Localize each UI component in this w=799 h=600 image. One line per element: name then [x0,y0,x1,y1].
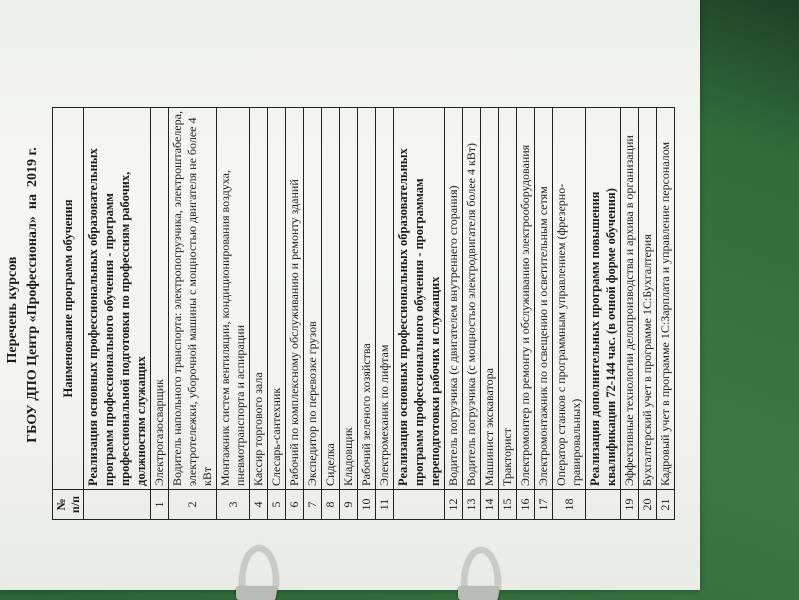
row-number: 20 [639,490,657,520]
row-number: 2 [169,490,217,520]
table-row [250,108,268,520]
course-name: Сиделка [322,108,340,490]
row-number: 10 [358,490,376,520]
header-number-line2: п/п [68,495,82,514]
row-number: 14 [481,490,499,520]
row-number: 9 [340,490,358,520]
section-heading-row [84,108,151,520]
courses-table [52,107,675,520]
table-row [517,108,535,520]
row-number [394,490,445,520]
row-number: 21 [657,490,675,520]
row-number: 7 [304,490,322,520]
row-number: 17 [535,490,553,520]
course-name: Водитель погрузчика (с двигателем внутреннего сгорания) [445,108,463,490]
table-row [169,108,217,520]
course-name: Кассир торгового зала [250,108,268,490]
row-number: 15 [499,490,517,520]
table-row [657,108,675,520]
header-number [53,490,84,520]
row-number: 6 [286,490,304,520]
course-name: Монтажник систем вентиляции, кондиционирования воздуха, пневмотранспорта и аспирации [217,108,250,490]
row-number: 1 [151,490,169,520]
row-number [84,490,151,520]
table-row [535,108,553,520]
course-name: Эффективные технологии делопроизводства и архива в организации [621,108,639,490]
course-name: Кадровый учет в программе 1С:Зарплата и управление персоналом [657,108,675,490]
table-row [499,108,517,520]
table-row [481,108,499,520]
table-row [286,108,304,520]
course-name: Водитель напольного транспорта: электропогрузчика, электроштабелера, электротележки, уборочной машины с мощностью двигателя не более 4 кВт [169,108,217,490]
course-name: Электромонтажник по освещению и осветительным сетям [535,108,553,490]
row-number: 19 [621,490,639,520]
course-name: Кладовщик [340,108,358,490]
course-name: Водитель погрузчика (с мощностью электродвигателя более 4 кВт) [463,108,481,490]
header-number-line1: № [54,498,68,511]
section-heading-row [394,108,445,520]
table-row [639,108,657,520]
table-row [340,108,358,520]
section-heading: Реализация дополнительных программ повышения квалификации 72-144 час. (в очной форме обучения) [586,108,621,490]
table-row [553,108,586,520]
table-row [445,108,463,520]
course-name: Электромеханик по лифтам [376,108,394,490]
table-row [217,108,250,520]
row-number: 18 [553,490,586,520]
course-name: Электромонтер по ремонту и обслуживанию электрооборудования [517,108,535,490]
row-number [586,490,621,520]
table-row [376,108,394,520]
course-name: Машинист экскаватора [481,108,499,490]
header-name: Наименование программ обучения [53,108,84,490]
course-name: Электрогазосварщик [151,108,169,490]
course-name: Экспедитор по перевозке грузов [304,108,322,490]
table-row [358,108,376,520]
table-row [621,108,639,520]
row-number: 13 [463,490,481,520]
row-number: 4 [250,490,268,520]
section-heading: Реализация основных профессиональных образовательных программ профессионального обучения - программам переподготовки рабочих и служащих [394,108,445,490]
section-heading: Реализация основных профессиональных образовательных программ профессионального обучения - программ профессиональной подготовки по профессиям рабочих, должностям служащих [84,108,151,490]
course-name: Тракторист [499,108,517,490]
course-name: Рабочий зеленого хозяйства [358,108,376,490]
course-name: Оператор станков с программным управлением (фрезерно-гравировальных) [553,108,586,490]
table-header-row [53,108,84,520]
row-number: 11 [376,490,394,520]
document-title: Перечень курсов [5,256,20,364]
row-number: 12 [445,490,463,520]
binder-ring-base [458,586,498,600]
row-number: 16 [517,490,535,520]
document-subtitle: ГБОУ ДПО Центр «Профессионал» на 2019 г. [25,147,40,443]
table-row [463,108,481,520]
binder-ring-base [236,586,276,600]
table-row [268,108,286,520]
course-name: Бухгалтерский учет в программе 1С:Бухгалтерия [639,108,657,490]
row-number: 3 [217,490,250,520]
table-row [151,108,169,520]
section-heading-row [586,108,621,520]
course-name: Рабочий по комплексному обслуживанию и ремонту зданий [286,108,304,490]
row-number: 5 [268,490,286,520]
table-row [304,108,322,520]
row-number: 8 [322,490,340,520]
table-row [322,108,340,520]
course-name: Слесарь-сантехник [268,108,286,490]
